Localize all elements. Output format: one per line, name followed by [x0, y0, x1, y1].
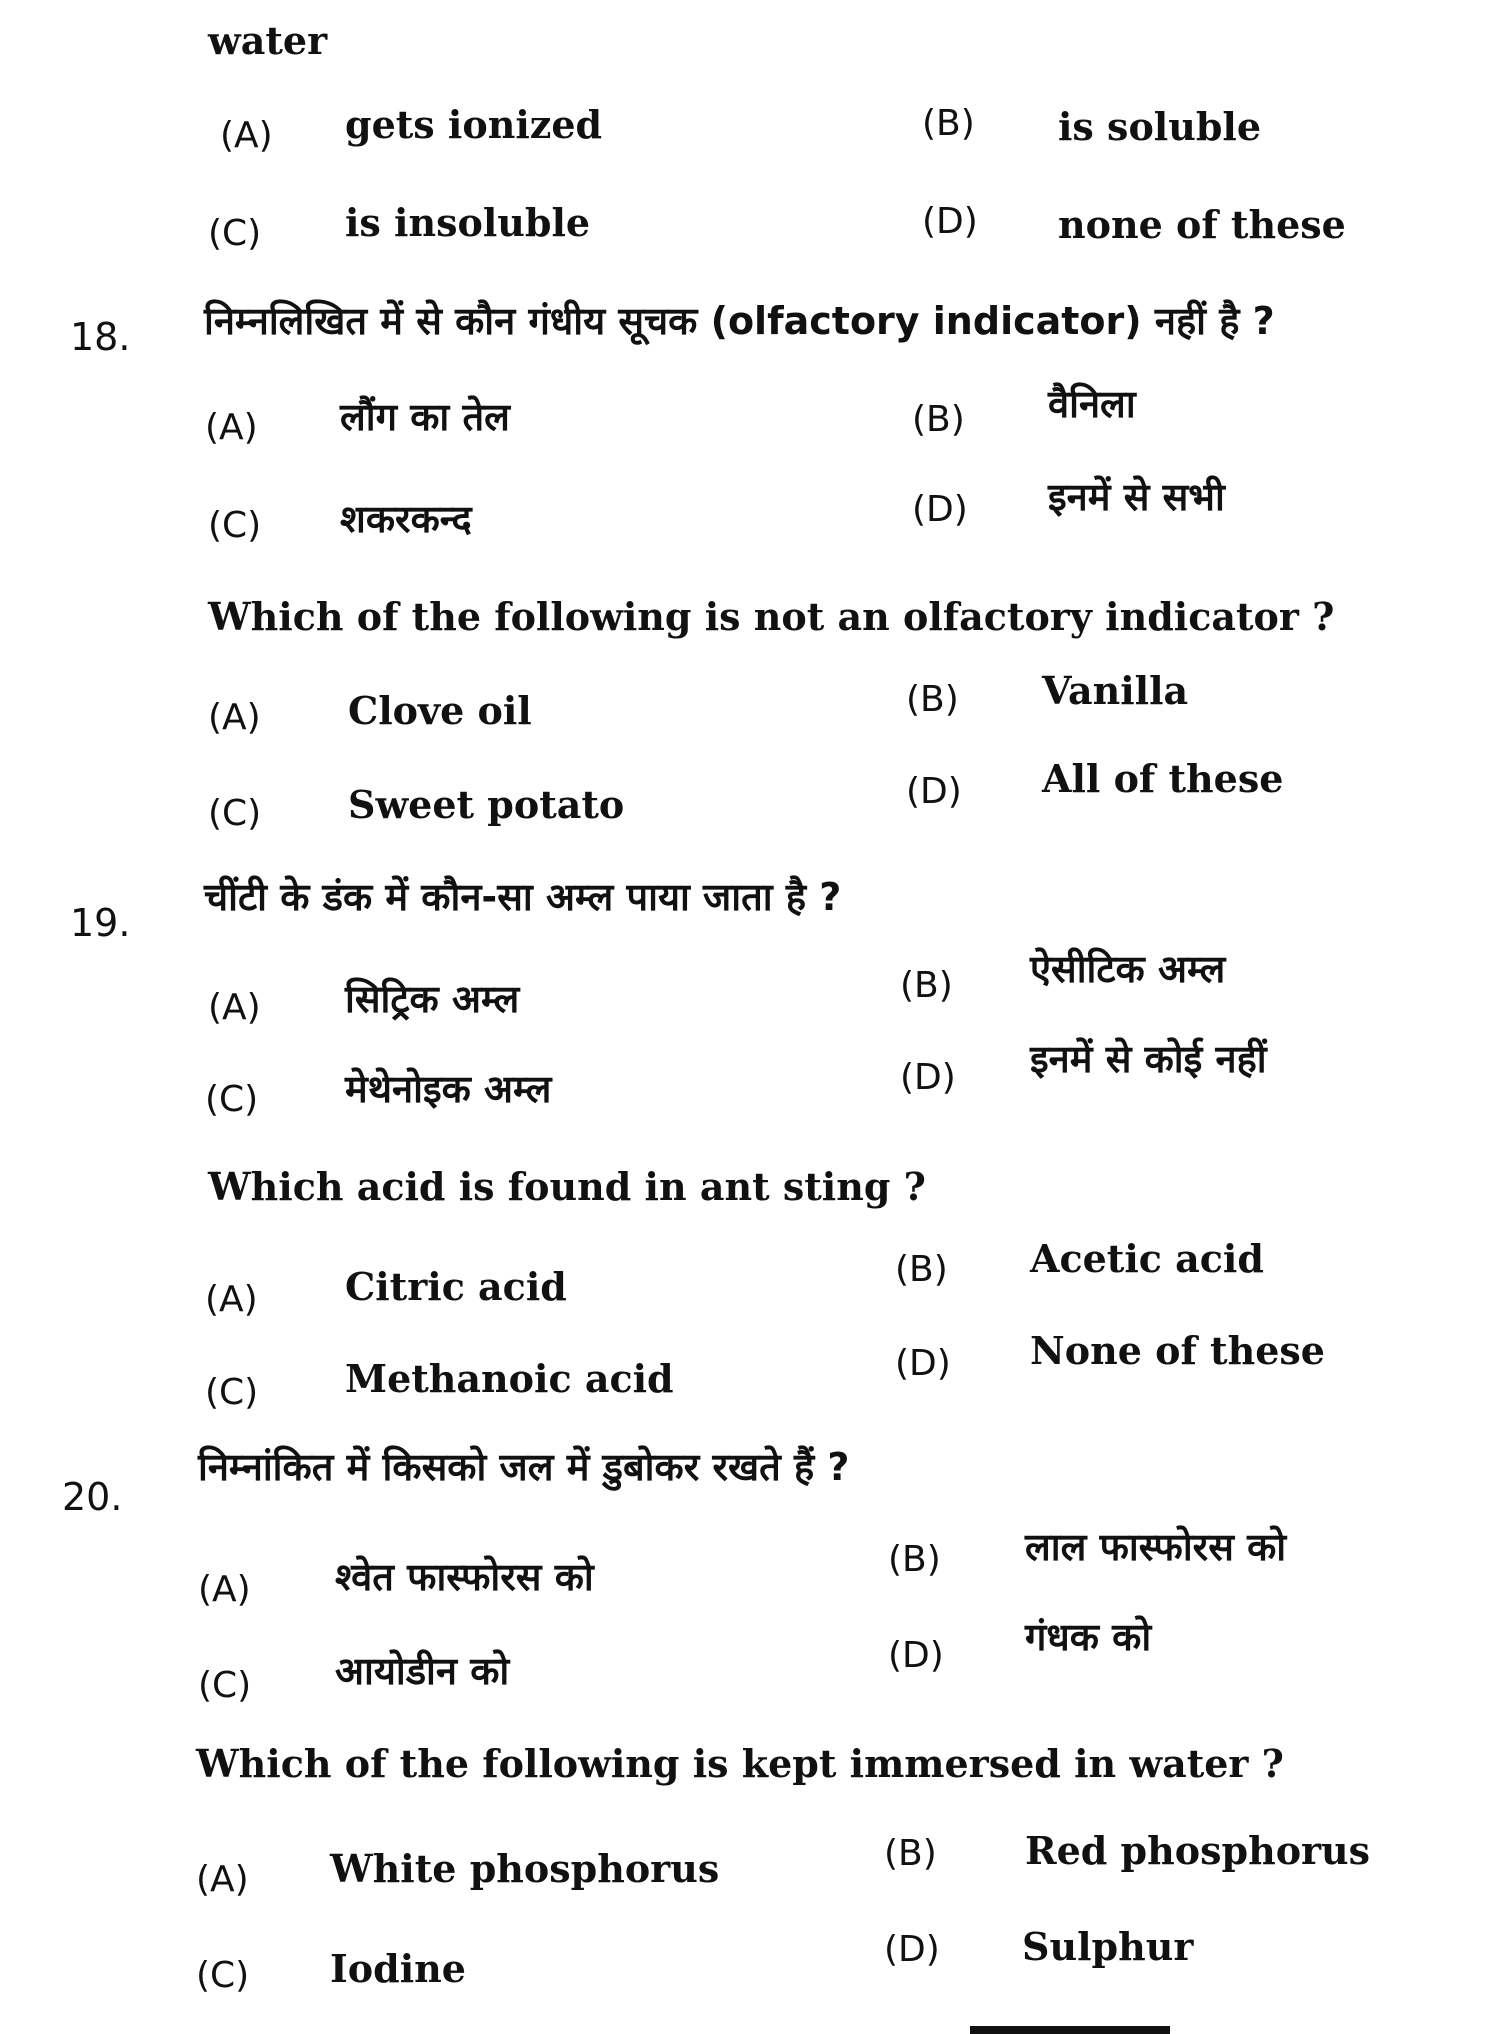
- q18-hi-option-d-label: (D): [912, 489, 968, 530]
- q20-hi-option-b-label: (B): [888, 1539, 941, 1580]
- q20-en-option-a-label: (A): [196, 1859, 249, 1900]
- q20-hi-option-a-text: श्वेत फास्फोरस को: [335, 1555, 594, 1599]
- q18-en-option-d-text: All of these: [1042, 756, 1284, 801]
- question-20-number: 20.: [62, 1475, 123, 1519]
- q19-hi-option-d-text: इनमें से कोई नहीं: [1030, 1037, 1267, 1081]
- q19-hi-option-c-text: मेथेनोइक अम्ल: [345, 1067, 552, 1111]
- q19-en-option-b-label: (B): [895, 1249, 948, 1290]
- q18-en-option-a-text: Clove oil: [348, 688, 532, 733]
- question-18-hindi: निम्नलिखित में से कौन गंधीय सूचक (olfactory indicator) नहीं है ?: [204, 299, 1275, 343]
- q18-en-option-d-label: (D): [906, 771, 962, 812]
- q18-en-option-c-text: Sweet potato: [348, 782, 625, 827]
- q20-en-option-c-text: Iodine: [330, 1946, 466, 1991]
- q19-en-option-c-text: Methanoic acid: [345, 1356, 674, 1401]
- q20-en-option-b-text: Red phosphorus: [1025, 1828, 1371, 1873]
- q19-hi-option-d-label: (D): [900, 1057, 956, 1098]
- q19-hi-option-a-text: सिट्रिक अम्ल: [345, 977, 520, 1021]
- q20-en-option-c-label: (C): [196, 1955, 250, 1996]
- q20-hi-option-b-text: लाल फास्फोरस को: [1025, 1525, 1287, 1569]
- q20-hi-option-d-text: गंधक को: [1025, 1615, 1152, 1659]
- q20-hi-option-c-label: (C): [198, 1665, 252, 1706]
- q18-hi-option-d-text: इनमें से सभी: [1048, 475, 1225, 519]
- q17-option-b-label: (B): [922, 103, 975, 144]
- q20-hi-option-c-text: आयोडीन को: [335, 1649, 510, 1693]
- q18-hi-option-c-text: शकरकन्द: [340, 497, 472, 541]
- q18-en-option-b-text: Vanilla: [1042, 668, 1189, 713]
- question-19-number: 19.: [70, 901, 131, 945]
- q18-hi-option-b-text: वैनिला: [1048, 382, 1136, 426]
- q18-hi-option-a-label: (A): [205, 407, 258, 448]
- q19-hi-option-c-label: (C): [205, 1079, 259, 1120]
- bottom-rule-divider: [970, 2026, 1170, 2034]
- q18-hi-option-c-label: (C): [208, 505, 262, 546]
- q20-hi-option-a-label: (A): [198, 1569, 251, 1610]
- q19-en-option-d-text: None of these: [1030, 1328, 1325, 1373]
- q19-en-option-a-text: Citric acid: [345, 1264, 567, 1309]
- q17-option-c-text: is insoluble: [345, 200, 591, 245]
- q17-option-a-text: gets ionized: [345, 102, 603, 147]
- question-19-english: Which acid is found in ant sting ?: [208, 1164, 926, 1209]
- q20-en-option-b-label: (B): [884, 1833, 937, 1874]
- q17-option-a-label: (A): [220, 115, 273, 156]
- q20-en-option-d-label: (D): [884, 1929, 940, 1970]
- question-20-english: Which of the following is kept immersed in water ?: [196, 1741, 1284, 1786]
- q19-en-option-b-text: Acetic acid: [1030, 1236, 1264, 1281]
- q17-option-c-label: (C): [208, 213, 262, 254]
- q17-continuation-text: water: [208, 18, 328, 63]
- q18-en-option-c-label: (C): [208, 793, 262, 834]
- q17-option-b-text: is soluble: [1058, 104, 1262, 149]
- question-19-hindi: चींटी के डंक में कौन-सा अम्ल पाया जाता है ?: [204, 875, 842, 919]
- q18-hi-option-b-label: (B): [912, 399, 965, 440]
- q19-en-option-d-label: (D): [895, 1343, 951, 1384]
- q18-hi-option-a-text: लौंग का तेल: [340, 395, 510, 439]
- q19-en-option-a-label: (A): [205, 1279, 258, 1320]
- q20-hi-option-d-label: (D): [888, 1635, 944, 1676]
- q17-option-d-label: (D): [922, 201, 978, 242]
- q20-en-option-d-text: Sulphur: [1022, 1924, 1194, 1969]
- q18-en-option-b-label: (B): [906, 679, 959, 720]
- q19-hi-option-b-label: (B): [900, 965, 953, 1006]
- question-18-english: Which of the following is not an olfactory indicator ?: [208, 594, 1335, 639]
- q18-en-option-a-label: (A): [208, 697, 261, 738]
- q19-en-option-c-label: (C): [205, 1372, 259, 1413]
- question-18-number: 18.: [70, 315, 131, 359]
- q19-hi-option-b-text: ऐसीटिक अम्ल: [1030, 947, 1226, 991]
- q17-option-d-text: none of these: [1058, 202, 1346, 247]
- question-20-hindi: निम्नांकित में किसको जल में डुबोकर रखते हैं ?: [198, 1445, 850, 1489]
- q20-en-option-a-text: White phosphorus: [330, 1846, 720, 1891]
- q19-hi-option-a-label: (A): [208, 987, 261, 1028]
